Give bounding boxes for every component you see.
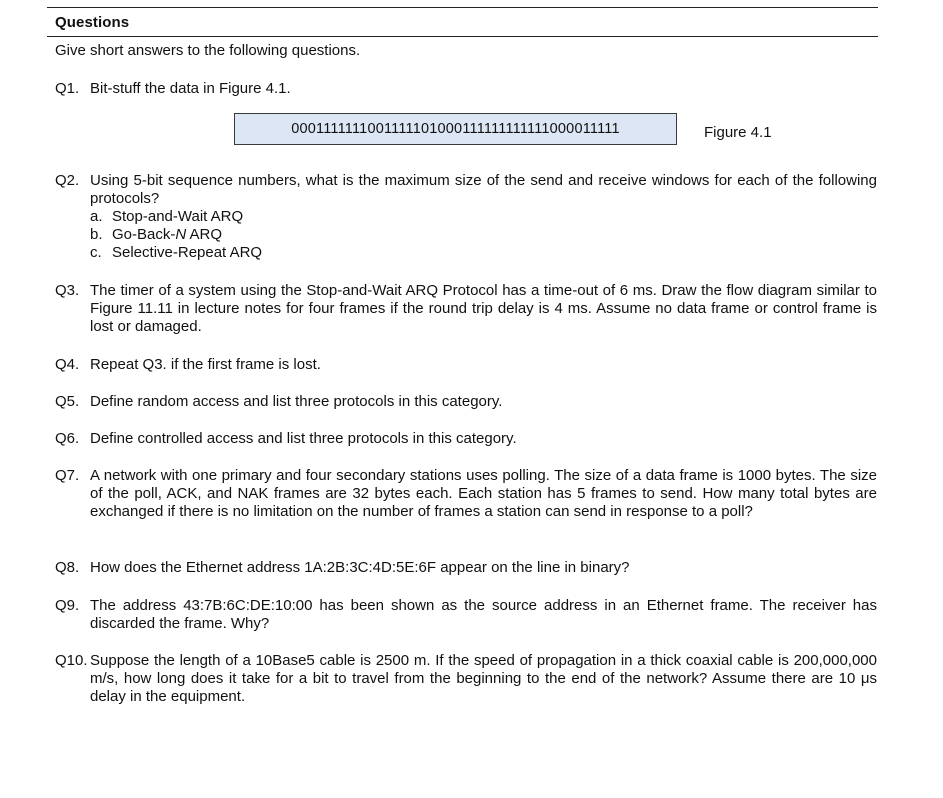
question-text: Suppose the length of a 10Base5 cable is 2500 m. If the speed of propagation in a thick coaxial cable is 200,000,000 m/s, how long does it take for a bit to travel from the beginning to the end of the network? Assume there are 10 μs delay in the equipment. xyxy=(90,652,877,705)
figure-bitstream: 0001111111001111101000111111111111000011111 xyxy=(291,121,620,137)
question-text: The timer of a system using the Stop-and-Wait ARQ Protocol has a time-out of 6 ms. Draw the flow diagram similar to Figure 11.11 in lecture notes for four frames if the round trip delay is 4 ms. Assume no data frame or control frame is lost or damaged. xyxy=(90,282,877,335)
question-7 xyxy=(55,467,877,521)
question-number: Q7. xyxy=(55,467,80,484)
question-8 xyxy=(55,559,877,577)
question-6 xyxy=(55,430,877,448)
question-text: The address 43:7B:6C:DE:10:00 has been shown as the source address in an Ethernet frame. The receiver has discarded the frame. Why? xyxy=(90,597,877,632)
figure-label: Figure 4.1 xyxy=(704,124,772,141)
question-text: Define random access and list three protocols in this category. xyxy=(90,393,503,410)
list-item xyxy=(55,208,877,226)
question-number: Q2. xyxy=(55,172,80,189)
list-item-letter: a. xyxy=(90,208,103,225)
question-text: How does the Ethernet address 1A:2B:3C:4D:5E:6F appear on the line in binary? xyxy=(90,559,630,576)
question-text: Define controlled access and list three protocols in this category. xyxy=(90,430,517,447)
section-title: Questions xyxy=(55,14,130,31)
question-number: Q3. xyxy=(55,282,80,299)
question-number: Q9. xyxy=(55,597,80,614)
question-2 xyxy=(55,172,877,262)
protocol-list xyxy=(55,208,877,262)
question-text: Using 5-bit sequence numbers, what is the maximum size of the send and receive windows for each of the following protocols? xyxy=(90,172,877,207)
question-text: Bit-stuff the data in Figure 4.1. xyxy=(90,80,291,97)
instructions: Give short answers to the following questions. xyxy=(55,42,361,59)
list-item xyxy=(55,244,877,262)
list-item-text: Selective-Repeat ARQ xyxy=(112,244,263,261)
question-number: Q6. xyxy=(55,430,80,447)
list-item xyxy=(55,226,877,244)
question-number: Q8. xyxy=(55,559,80,576)
question-number: Q5. xyxy=(55,393,80,410)
list-item-text: Go-Back-N ARQ xyxy=(112,226,223,243)
figure-bitstream-box xyxy=(234,113,677,145)
question-4 xyxy=(55,356,877,374)
question-3 xyxy=(55,282,877,336)
question-text: A network with one primary and four secondary stations uses polling. The size of a data frame is 1000 bytes. The size of the poll, ACK, and NAK frames are 32 bytes each. Each station has 5 frames to send. How many total bytes are exchanged if there is no limitation on the number of frames a station can send in response to a poll? xyxy=(90,467,877,520)
question-number: Q1. xyxy=(55,80,80,97)
list-item-letter: b. xyxy=(90,226,103,243)
list-item-text: Stop-and-Wait ARQ xyxy=(112,208,244,225)
question-5 xyxy=(55,393,877,411)
title-underline xyxy=(47,36,878,37)
question-number: Q10. xyxy=(55,652,88,669)
question-number: Q4. xyxy=(55,356,80,373)
top-rule xyxy=(47,7,878,8)
question-9 xyxy=(55,597,877,633)
list-item-letter: c. xyxy=(90,244,102,261)
question-text: Repeat Q3. if the first frame is lost. xyxy=(90,356,321,373)
question-1 xyxy=(55,80,877,98)
question-10 xyxy=(55,652,877,706)
